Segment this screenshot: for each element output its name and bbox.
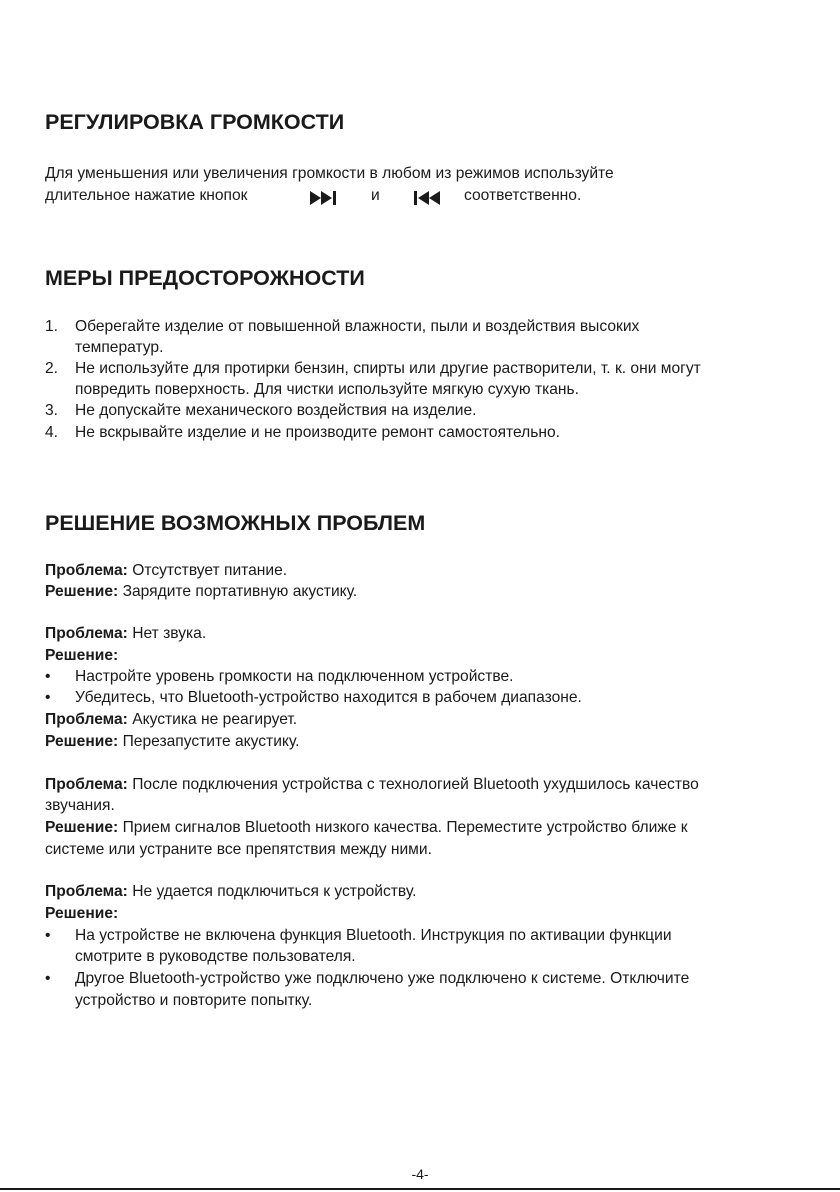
solution-bullet-text: устройство и повторите попытку. [75, 992, 313, 1009]
solution-text: Зарядите портативную акустику. [122, 583, 358, 600]
solution-text: Перезапустите акустику. [122, 733, 300, 750]
solution-bullet-text: На устройстве не включена функция Bluetooth. Инструкция по активации функции [75, 927, 672, 944]
precaution-number: 4. [45, 424, 59, 441]
previous-track-icon [412, 191, 440, 205]
volume-text-and: и [371, 187, 380, 204]
precaution-text: температур. [75, 339, 164, 356]
solution-line [45, 581, 357, 602]
solution-bullet-text: смотрите в руководстве пользователя. [75, 948, 356, 965]
problem-label: Проблема: [45, 883, 128, 900]
solution-bullet-text: Убедитесь, что Bluetooth-устройство находится в рабочем диапазоне. [75, 689, 582, 706]
problem-label: Проблема: [45, 776, 128, 793]
problem-line [45, 709, 297, 730]
volume-text-line1: Для уменьшения или увеличения громкости в любом из режимов используйте [45, 165, 614, 182]
next-track-icon [310, 191, 338, 205]
bullet-mark: • [45, 689, 51, 706]
solution-label: Решение: [45, 647, 119, 664]
precaution-number: 1. [45, 318, 59, 335]
precaution-number: 3. [45, 402, 59, 419]
solution-label: Решение: [45, 583, 119, 600]
problem-line [45, 774, 699, 795]
solution-line [45, 731, 299, 752]
page-number: -4- [411, 1166, 429, 1182]
solution-bullet-text: Другое Bluetooth-устройство уже подключено уже подключено к системе. Отключите [75, 970, 690, 987]
solution-text: Прием сигналов Bluetooth низкого качества. Переместите устройство ближе к [122, 819, 688, 836]
section-title-precautions: МЕРЫ ПРЕДОСТОРОЖНОСТИ [45, 266, 365, 290]
volume-text-post: соответственно. [464, 187, 582, 204]
problem-text: После подключения устройства с технологией Bluetooth ухудшилось качество [132, 776, 699, 793]
problem-line [45, 623, 206, 644]
precaution-text: Не вскрывайте изделие и не производите ремонт самостоятельно. [75, 424, 560, 441]
precaution-text: Не используйте для протирки бензин, спирты или другие растворители, т. к. они могут [75, 360, 701, 377]
precaution-text: Оберегайте изделие от повышенной влажности, пыли и воздействия высоких [75, 318, 640, 335]
problem-line [45, 560, 287, 581]
precaution-number: 2. [45, 360, 59, 377]
solution-label: Решение: [45, 819, 119, 836]
section-title-volume: РЕГУЛИРОВКА ГРОМКОСТИ [45, 110, 345, 134]
bullet-mark: • [45, 668, 51, 685]
bullet-mark: • [45, 927, 51, 944]
problem-text: Не удается подключиться к устройству. [132, 883, 417, 900]
precaution-text: Не допускайте механического воздействия на изделие. [75, 402, 477, 419]
section-title-troubleshooting: РЕШЕНИЕ ВОЗМОЖНЫХ ПРОБЛЕМ [45, 511, 426, 535]
solution-line [45, 645, 118, 666]
problem-label: Проблема: [45, 562, 128, 579]
bullet-mark: • [45, 970, 51, 987]
solution-label: Решение: [45, 905, 119, 922]
problem-text: Отсутствует питание. [132, 562, 288, 579]
problem-text: Нет звука. [132, 625, 207, 642]
volume-text-pre: длительное нажатие кнопок [45, 187, 248, 204]
solution-label: Решение: [45, 733, 119, 750]
problem-text-cont: звучания. [45, 797, 115, 814]
solution-line [45, 817, 688, 838]
bottom-divider [0, 1188, 840, 1190]
solution-line [45, 903, 118, 924]
problem-line [45, 881, 416, 902]
problem-label: Проблема: [45, 625, 128, 642]
solution-text-cont: системе или устраните все препятствия между ними. [45, 841, 432, 858]
problem-text: Акустика не реагирует. [132, 711, 298, 728]
solution-bullet-text: Настройте уровень громкости на подключенном устройстве. [75, 668, 514, 685]
problem-label: Проблема: [45, 711, 128, 728]
precaution-text: повредить поверхность. Для чистки используйте мягкую сухую ткань. [75, 381, 579, 398]
